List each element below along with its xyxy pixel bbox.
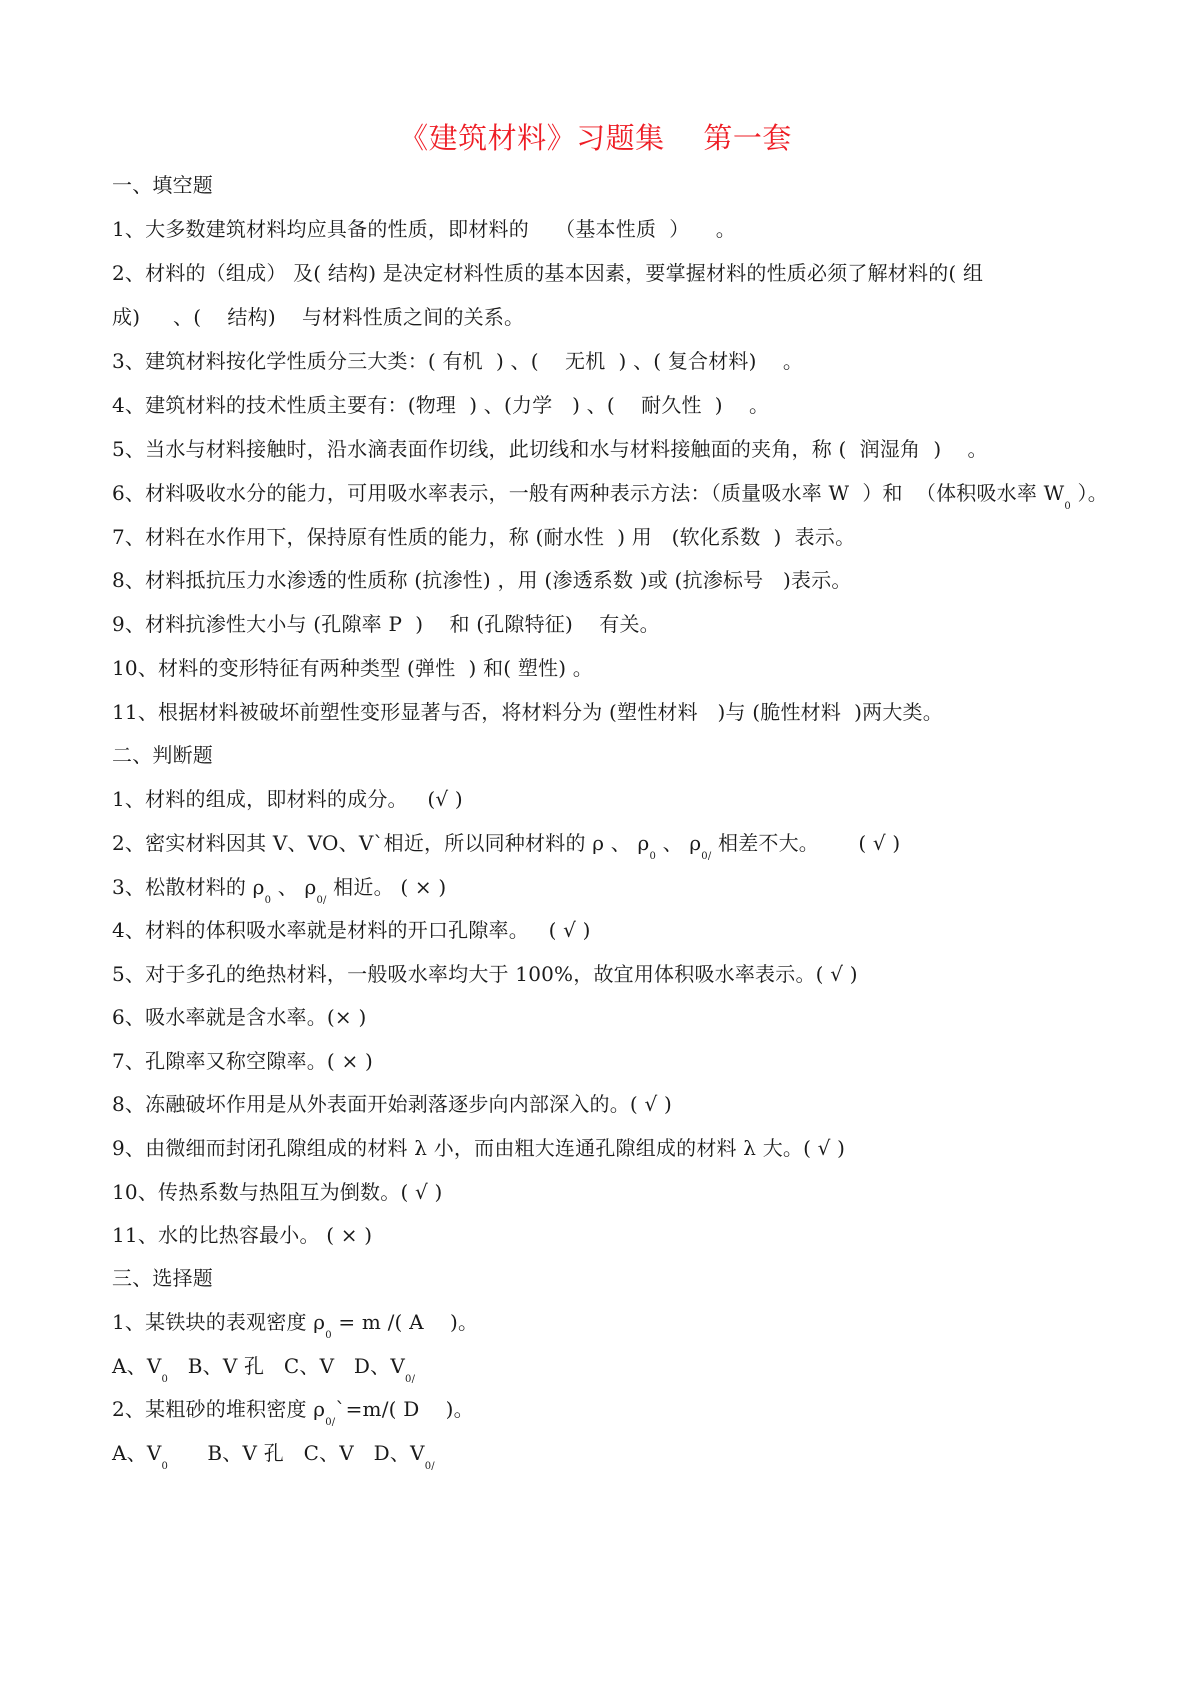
document-title: 《建筑材料》习题集 第一套 xyxy=(399,121,792,155)
choice-1-option-a: A、V xyxy=(112,1354,162,1378)
judge-question-9: 9、由微细而封闭孔隙组成的材料 λ 小，而由粗大连通孔隙组成的材料 λ 大。( √ ) xyxy=(112,1136,846,1160)
choice-question-1-end: = m /( A )。 xyxy=(331,1310,479,1334)
choice-question-2-end: `=m/( D )。 xyxy=(335,1397,474,1421)
section-heading-fill: 一、填空题 xyxy=(112,173,213,197)
choice-1-option-a-subscript: 0 xyxy=(161,1374,169,1385)
choice-question-1-text: 1、某铁块的表观密度 ρ xyxy=(112,1310,326,1334)
section-heading-judge: 二、判断题 xyxy=(112,743,213,767)
choice-question-2 xyxy=(112,1395,474,1428)
choice-1-options-rest: B、V 孔 C、V D、V xyxy=(168,1354,406,1378)
judge-question-3-subscript-2: 0/ xyxy=(316,895,327,906)
choice-question-1 xyxy=(112,1308,479,1341)
fill-question-8: 8、材料抵抗压力水渗透的性质称 (抗渗性) ，用 (渗透系数 )或 (抗渗标号 )表示。 xyxy=(112,568,852,592)
judge-question-3 xyxy=(112,873,447,906)
judge-question-4: 4、材料的体积吸水率就是材料的开口孔隙率。 ( √ ) xyxy=(112,918,591,942)
choice-question-2-text: 2、某粗砂的堆积密度 ρ xyxy=(112,1397,326,1421)
judge-question-5: 5、对于多孔的绝热材料，一般吸水率均大于 100%，故宜用体积吸水率表示。( √ ) xyxy=(112,962,858,986)
choice-2-options-rest: B、V 孔 C、V D、V xyxy=(168,1441,425,1465)
choice-2-option-d-subscript: 0/ xyxy=(424,1461,435,1472)
judge-question-3-end: 相近。 ( × ) xyxy=(326,875,447,899)
fill-question-10: 10、材料的变形特征有两种类型 (弹性 ) 和( 塑性) 。 xyxy=(112,656,594,680)
judge-question-2-subscript-2: 0/ xyxy=(701,851,712,862)
judge-question-2-mid: 、 ρ xyxy=(656,831,702,855)
fill-question-6-end: ）。 xyxy=(1070,481,1108,505)
choice-question-2-subscript: 0/ xyxy=(325,1417,336,1428)
judge-question-8: 8、冻融破坏作用是从外表面开始剥落逐步向内部深入的。( √ ) xyxy=(112,1092,672,1116)
choice-2-option-a: A、V xyxy=(112,1441,162,1465)
judge-question-3-text: 3、松散材料的 ρ xyxy=(112,875,265,899)
fill-question-1: 1、大多数建筑材料均应具备的性质，即材料的 （基本性质 ） 。 xyxy=(112,217,736,241)
choice-question-1-options xyxy=(112,1352,416,1385)
choice-1-option-d-subscript: 0/ xyxy=(405,1374,416,1385)
judge-question-11: 11、水的比热容最小。 ( × ) xyxy=(112,1223,373,1247)
fill-question-2-line-2: 成) 、( 结构) 与材料性质之间的关系。 xyxy=(112,305,525,329)
judge-question-2-end: 相差不大。 ( √ ) xyxy=(711,831,901,855)
fill-question-4: 4、建筑材料的技术性质主要有：(物理 ) 、(力学 ) 、( 耐久性 ) 。 xyxy=(112,393,770,417)
fill-question-5: 5、当水与材料接触时，沿水滴表面作切线，此切线和水与材料接触面的夹角，称 ( 润湿角 ) 。 xyxy=(112,437,988,461)
judge-question-6: 6、吸水率就是含水率。(× ) xyxy=(112,1005,367,1029)
judge-question-10: 10、传热系数与热阻互为倒数。( √ ) xyxy=(112,1180,443,1204)
choice-question-2-options xyxy=(112,1439,435,1472)
fill-question-3: 3、建筑材料按化学性质分三大类：( 有机 ) 、( 无机 ) 、( 复合材料) 。 xyxy=(112,349,804,373)
judge-question-2-subscript-1: 0 xyxy=(649,851,657,862)
judge-question-3-mid: 、 ρ xyxy=(271,875,317,899)
choice-question-1-subscript: 0 xyxy=(325,1330,332,1341)
fill-question-11: 11、根据材料被破坏前塑性变形显著与否，将材料分为 (塑性材料 )与 (脆性材料 )两大类。 xyxy=(112,700,943,724)
fill-question-6-text: 6、材料吸收水分的能力，可用吸水率表示，一般有两种表示方法：（质量吸水率 W ）和 （体积吸水率 W xyxy=(112,481,1065,505)
fill-question-6-subscript: 0 xyxy=(1064,501,1071,512)
judge-question-2-text: 2、密实材料因其 V、VO、V`相近，所以同种材料的 ρ 、 ρ xyxy=(112,831,650,855)
judge-question-2 xyxy=(112,829,901,862)
choice-2-option-a-subscript: 0 xyxy=(161,1461,169,1472)
judge-question-3-subscript-1: 0 xyxy=(264,895,272,906)
fill-question-9: 9、材料抗渗性大小与 (孔隙率 P ) 和 (孔隙特征) 有关。 xyxy=(112,612,660,636)
fill-question-7: 7、材料在水作用下，保持原有性质的能力，称 (耐水性 ) 用 (软化系数 ) 表示。 xyxy=(112,525,856,549)
judge-question-7: 7、孔隙率又称空隙率。( × ) xyxy=(112,1049,374,1073)
fill-question-2-line-1: 2、材料的（组成） 及( 结构) 是决定材料性质的基本因素，要掌握材料的性质必须了解材料的( 组 xyxy=(112,261,984,285)
section-heading-choice: 三、选择题 xyxy=(112,1266,213,1290)
fill-question-6 xyxy=(112,479,1108,512)
judge-question-1: 1、材料的组成，即材料的成分。 (√ ) xyxy=(112,787,463,811)
